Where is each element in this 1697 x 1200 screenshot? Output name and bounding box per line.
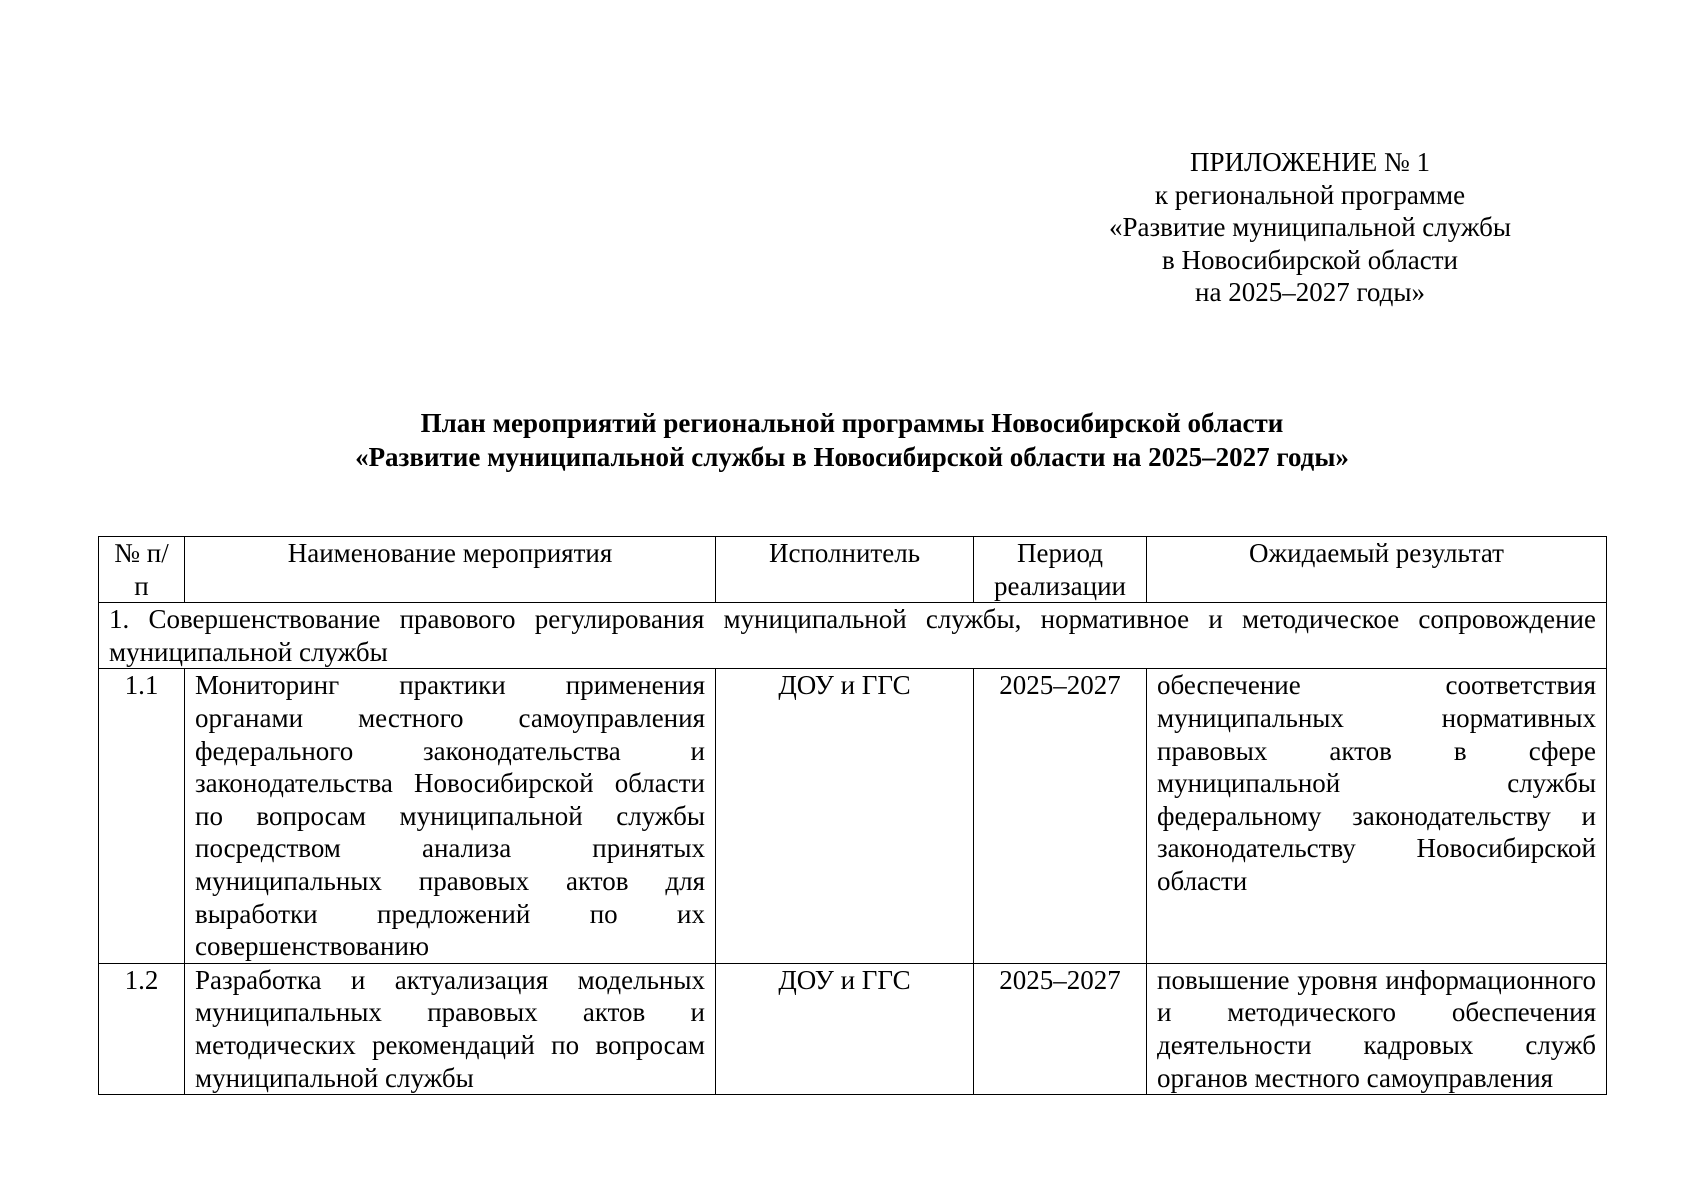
appendix-line: к региональной программе (1154, 179, 1466, 210)
table-header-row (99, 537, 1607, 603)
row-period: 2025–2027 (974, 963, 1147, 1094)
appendix-line: «Развитие муниципальной службы (1108, 212, 1512, 242)
section-title: 1. Совершенствование правового регулирования муниципальной службы, нормативное и методическое сопровождение муниципальной службы (99, 603, 1607, 669)
appendix-line: ПРИЛОЖЕНИЕ № 1 (1189, 147, 1431, 177)
table-row (99, 963, 1607, 1094)
row-executor: ДОУ и ГГС (716, 963, 974, 1094)
appendix-header (1100, 146, 1520, 309)
header-result: Ожидаемый результат (1147, 537, 1607, 603)
title-line-1: План мероприятий региональной программы Новосибирской области (420, 408, 1284, 438)
events-plan-table (98, 536, 1607, 1095)
document-title (100, 406, 1604, 474)
header-num: № п/п (99, 537, 185, 603)
title-line-2: «Развитие муниципальной службы в Новосибирской области на 2025–2027 годы» (355, 442, 1349, 472)
row-result: обеспечение соответствия муниципальных нормативных правовых актов в сфере муниципальной службы федеральному законодательству и законодательству Новосибирской области (1147, 669, 1607, 963)
row-period: 2025–2027 (974, 669, 1147, 963)
header-executor: Исполнитель (716, 537, 974, 603)
row-name: Разработка и актуализация модельных муниципальных правовых актов и методических рекомендаций по вопросам муниципальной службы (185, 963, 716, 1094)
table-row (99, 669, 1607, 963)
row-executor: ДОУ и ГГС (716, 669, 974, 963)
section-row (99, 603, 1607, 669)
row-name: Мониторинг практики применения органами местного самоуправления федерального законодательства и законодательства Новосибирской области по вопросам муниципальной службы посредством анализа принятых муниципальных правовых актов для выработки предложений по их совершенствованию (185, 669, 716, 963)
row-num: 1.1 (99, 669, 185, 963)
row-result: повышение уровня информационного и методического обеспечения деятельности кадровых служб органов местного самоуправления (1147, 963, 1607, 1094)
appendix-line: в Новосибирской области (1161, 244, 1459, 275)
row-num: 1.2 (99, 963, 185, 1094)
header-period: Период реализации (974, 537, 1147, 603)
header-name: Наименование мероприятия (185, 537, 716, 603)
appendix-line: на 2025–2027 годы» (1195, 277, 1425, 307)
